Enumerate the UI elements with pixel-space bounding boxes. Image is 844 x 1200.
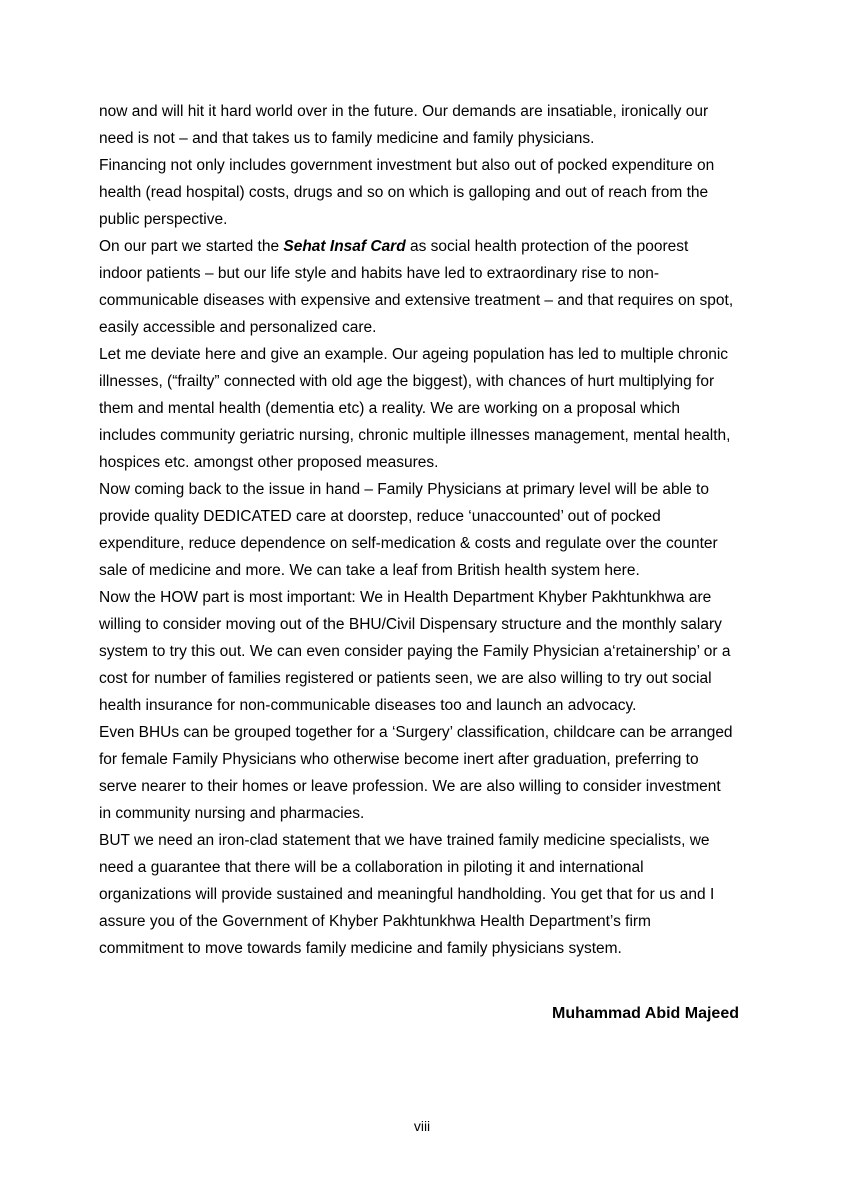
text-segment: as social health protection of the poorest xyxy=(405,238,689,255)
text-line: sale of medicine and more. We can take a leaf from British health system here. xyxy=(99,562,640,579)
text-line: provide quality DEDICATED care at doorstep, reduce ‘unaccounted’ out of pocked xyxy=(99,508,661,525)
text-line: hospices etc. amongst other proposed measures. xyxy=(99,454,439,471)
text-line: health insurance for non-communicable diseases too and launch an advocacy. xyxy=(99,697,637,714)
text-line: illnesses, (“frailty” connected with old age the biggest), with chances of hurt multiplying for xyxy=(99,373,715,390)
text-line: need a guarantee that there will be a collaboration in piloting it and international xyxy=(99,859,644,876)
text-line: Now the HOW part is most important: We in Health Department Khyber Pakhtunkhwa are xyxy=(99,589,712,606)
text-line: now and will hit it hard world over in the future. Our demands are insatiable, ironically our xyxy=(99,103,709,120)
text-line: cost for number of families registered or patients seen, we are also willing to try out social xyxy=(99,670,712,687)
text-line: organizations will provide sustained and meaningful handholding. You get that for us and I xyxy=(99,886,715,903)
body-text xyxy=(99,98,759,962)
text-line: Now coming back to the issue in hand – Family Physicians at primary level will be able to xyxy=(99,481,709,498)
text-line: communicable diseases with expensive and extensive treatment – and that requires on spot, xyxy=(99,292,734,309)
text-line xyxy=(99,233,759,260)
text-line: willing to consider moving out of the BHU/Civil Dispensary structure and the monthly salary xyxy=(99,616,722,633)
text-segment: On our part we started the xyxy=(99,238,284,255)
text-line: commitment to move towards family medicine and family physicians system. xyxy=(99,940,622,957)
text-line: public perspective. xyxy=(99,211,228,228)
text-line: Even BHUs can be grouped together for a ‘Surgery’ classification, childcare can be arranged xyxy=(99,724,733,741)
text-line: BUT we need an iron-clad statement that we have trained family medicine specialists, we xyxy=(99,832,710,849)
text-line: system to try this out. We can even consider paying the Family Physician a‘retainership’ or a xyxy=(99,643,731,660)
text-line: Let me deviate here and give an example. Our ageing population has led to multiple chronic xyxy=(99,346,729,363)
text-line: expenditure, reduce dependence on self-medication & costs and regulate over the counter xyxy=(99,535,718,552)
text-line: Financing not only includes government investment but also out of pocked expenditure on xyxy=(99,157,715,174)
author-signature: Muhammad Abid Majeed xyxy=(552,1005,739,1022)
text-line: easily accessible and personalized care. xyxy=(99,319,377,336)
text-line: health (read hospital) costs, drugs and so on which is galloping and out of reach from the xyxy=(99,184,709,201)
text-line: need is not – and that takes us to family medicine and family physicians. xyxy=(99,130,595,147)
text-line: in community nursing and pharmacies. xyxy=(99,805,365,822)
text-line: assure you of the Government of Khyber Pakhtunkhwa Health Department’s firm xyxy=(99,913,651,930)
text-line: them and mental health (dementia etc) a reality. We are working on a proposal which xyxy=(99,400,680,417)
text-line: indoor patients – but our life style and habits have led to extraordinary rise to non- xyxy=(99,265,660,282)
text-line: includes community geriatric nursing, chronic multiple illnesses management, mental health, xyxy=(99,427,731,444)
sehat-insaf-card-emphasis: Sehat Insaf Card xyxy=(283,238,406,255)
page-number: viii xyxy=(413,1118,431,1134)
text-line: serve nearer to their homes or leave profession. We are also willing to consider investment xyxy=(99,778,721,795)
text-line: for female Family Physicians who otherwise become inert after graduation, preferring to xyxy=(99,751,699,768)
